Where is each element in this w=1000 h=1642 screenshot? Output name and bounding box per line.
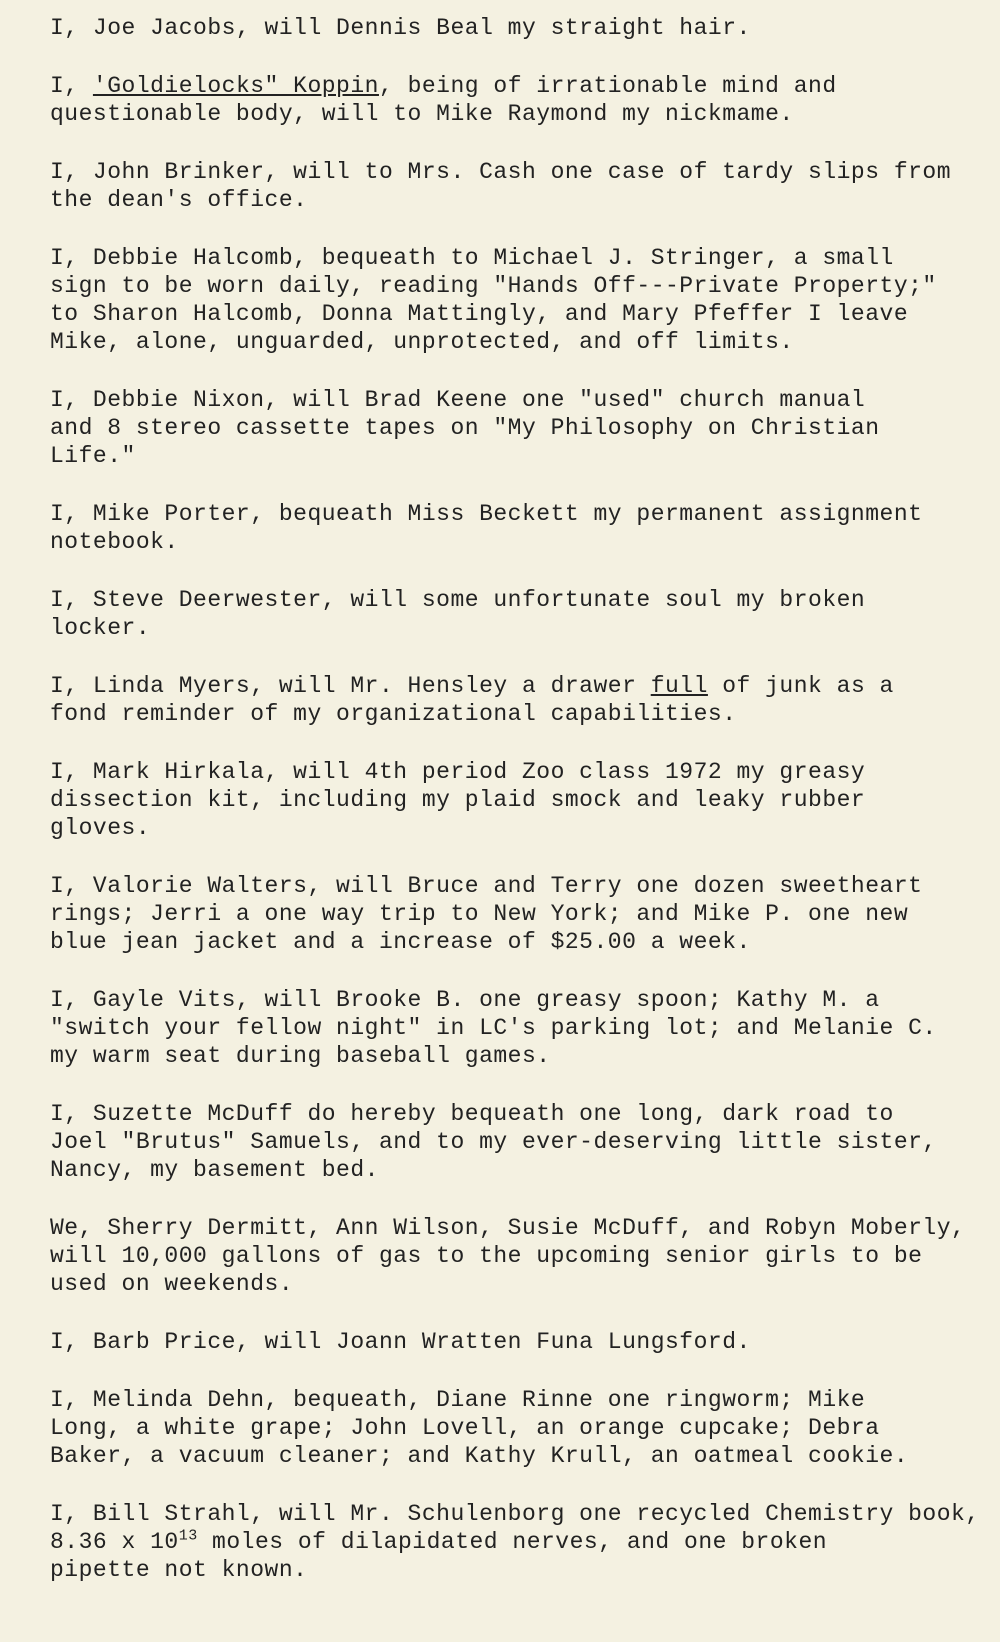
will-entry-koppin: I, 'Goldielocks" Koppin, being of irrationable mind and questionable body, will to Mike Raymond my nickmame.: [50, 73, 837, 127]
will-entry-mark-hirkala: I, Mark Hirkala, will 4th period Zoo class 1972 my greasy dissection kit, including my plaid smock and leaky rubber gloves.: [50, 759, 866, 841]
underlined-nickname: 'Goldielocks" Koppin: [92, 73, 379, 99]
will-entry-barb-price: I, Barb Price, will Joann Wratten Funa Lungsford.: [50, 1329, 751, 1355]
will-entry-joe-jacobs: I, Joe Jacobs, will Dennis Beal my straight hair.: [50, 15, 751, 41]
will-entry-suzette-mcduff: I, Suzette McDuff do hereby bequeath one long, dark road to Joel "Brutus" Samuels, and to my ever-deserving little sister, Nancy, my basement bed.: [50, 1101, 937, 1183]
class-will-text: [50, 14, 980, 1614]
will-entry-gayle-vits: I, Gayle Vits, will Brooke B. one greasy spoon; Kathy M. a "switch your fellow night" in LC's parking lot; and Melanie C. my warm seat during baseball games.: [50, 987, 937, 1069]
exponent: 13: [178, 1527, 198, 1545]
will-entry-linda-myers: I, Linda Myers, will Mr. Hensley a drawer full of junk as a fond reminder of my organizational capabilities.: [50, 673, 894, 727]
will-entry-john-brinker: I, John Brinker, will to Mrs. Cash one case of tardy slips from the dean's office.: [50, 159, 952, 213]
will-entry-debbie-nixon: I, Debbie Nixon, will Brad Keene one "used" church manual and 8 stereo cassette tapes on "My Philosophy on Christian Life.": [50, 387, 880, 469]
will-entry-valorie-walters: I, Valorie Walters, will Bruce and Terry one dozen sweetheart rings; Jerri a one way trip to New York; and Mike P. one new blue jean jacket and a increase of $25.00 a week.: [50, 873, 923, 955]
will-entry-debbie-halcomb: I, Debbie Halcomb, bequeath to Michael J. Stringer, a small sign to be worn daily, reading "Hands Off---Private Property;" to Sharon Halcomb, Donna Mattingly, and Mary Pfeffer I leave Mike, alone, unguarded, unprotected, and off limits.: [50, 245, 937, 355]
will-entry-sherry-dermitt-group: We, Sherry Dermitt, Ann Wilson, Susie McDuff, and Robyn Moberly, will 10,000 gallons of gas to the upcoming senior girls to be used on weekends.: [50, 1215, 966, 1297]
will-entry-melinda-dehn: I, Melinda Dehn, bequeath, Diane Rinne one ringworm; Mike Long, a white grape; John Lovell, an orange cupcake; Debra Baker, a vacuum cleaner; and Kathy Krull, an oatmeal cookie.: [50, 1387, 909, 1469]
will-entry-bill-strahl: I, Bill Strahl, will Mr. Schulenborg one recycled Chemistry book, 8.36 x $10^{13}$ moles of dilapidated nerves, and one broken pipette not known.: [50, 1501, 980, 1583]
will-entry-mike-porter: I, Mike Porter, bequeath Miss Beckett my permanent assignment notebook.: [50, 501, 923, 555]
underlined-word-full: full: [650, 673, 708, 699]
will-entry-steve-deerwester: I, Steve Deerwester, will some unfortunate soul my broken locker.: [50, 587, 866, 641]
